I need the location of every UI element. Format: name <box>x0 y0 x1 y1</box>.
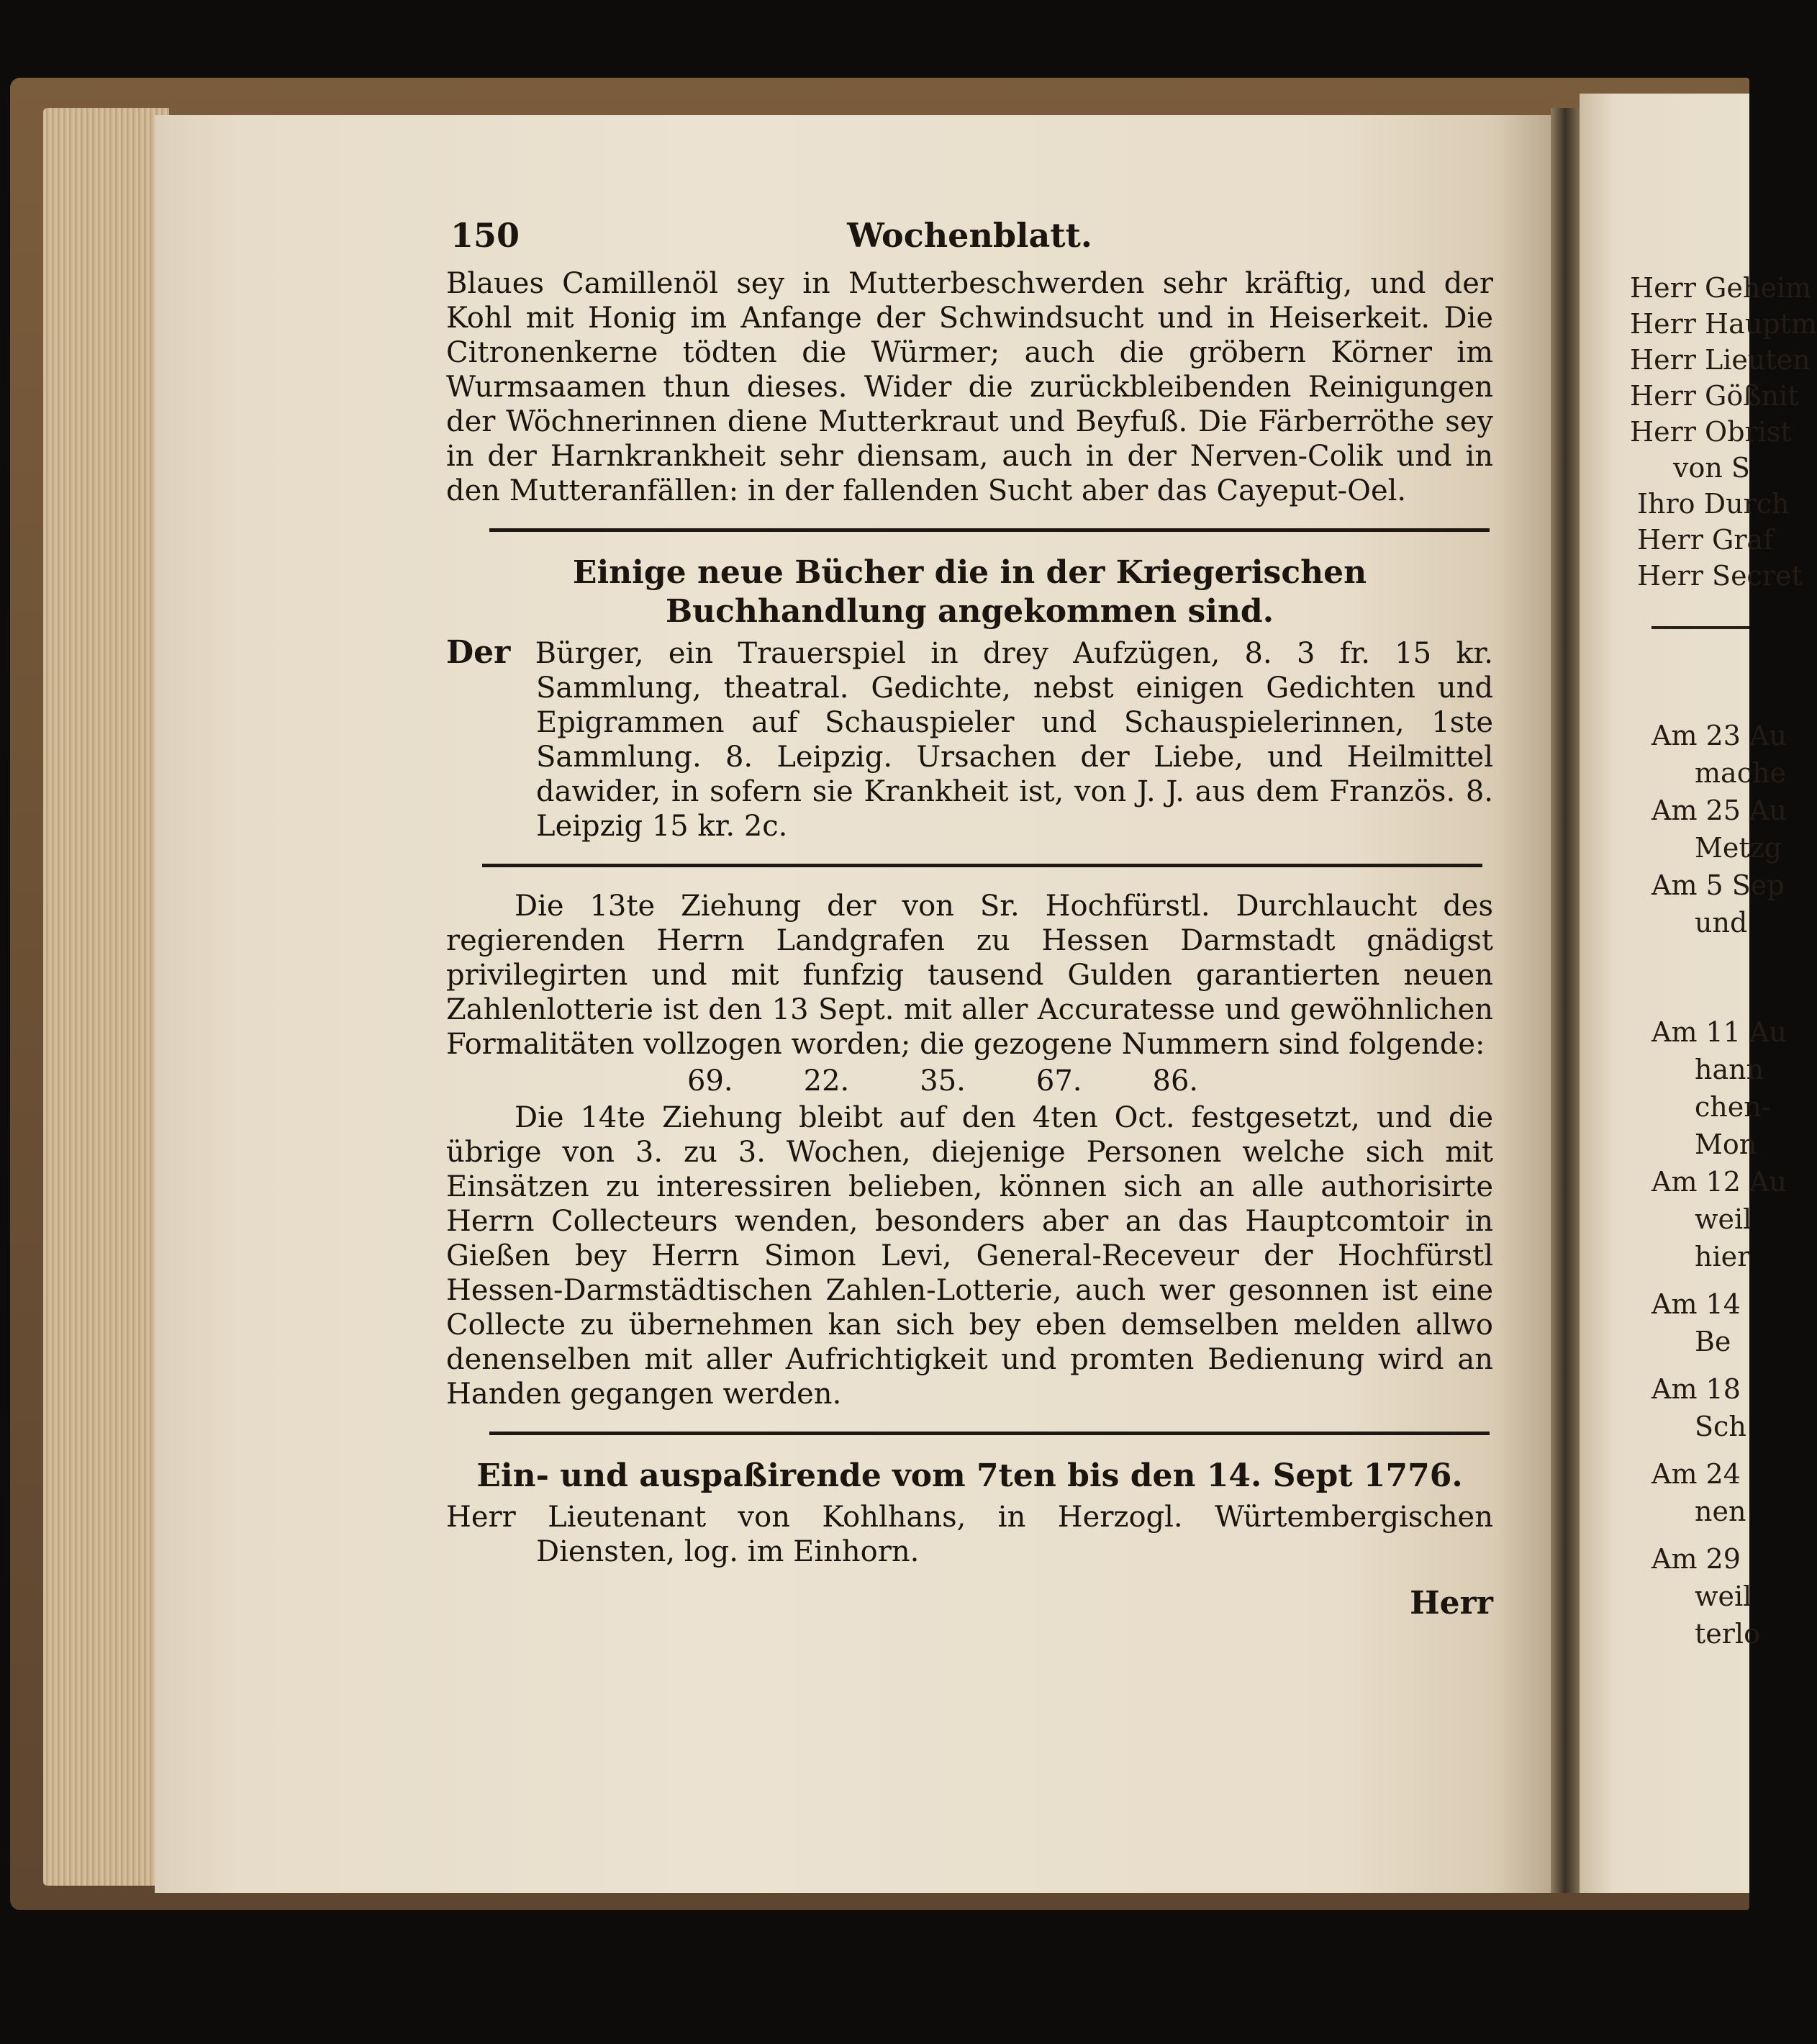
facing-rule <box>1651 626 1749 629</box>
facing-line: Herr Obrist <box>1630 416 1792 448</box>
facing-line: Herr Gößnit <box>1630 380 1799 412</box>
drawn-number: 35. <box>920 1064 966 1098</box>
facing-line: mache <box>1695 757 1786 789</box>
book-entry <box>446 636 1493 844</box>
facing-line: Am 29 <box>1651 1543 1741 1575</box>
facing-line: von S <box>1673 452 1750 484</box>
facing-line: weil <box>1695 1203 1752 1235</box>
facing-line: Am 11 Au <box>1651 1016 1787 1048</box>
facing-line: und <box>1695 907 1748 939</box>
facing-line: Be <box>1695 1326 1731 1357</box>
facing-line: Herr Hauptm <box>1630 308 1817 340</box>
travellers-section-title: Ein- und auspaßirende vom 7ten bis den 14. Sept 1776. <box>476 1457 1463 1494</box>
page-content <box>446 216 1493 1622</box>
catchword: Herr <box>1410 1585 1493 1622</box>
facing-line: weil <box>1695 1581 1752 1612</box>
facing-line: terlo <box>1695 1618 1760 1650</box>
drawn-number: 22. <box>803 1064 850 1098</box>
facing-line: Am 23 Au <box>1651 720 1787 751</box>
facing-line: Am 5 Sep <box>1651 869 1785 901</box>
page-header <box>446 216 1493 266</box>
books-section-title: Einige neue Bücher die in der Kriegerischen Buchhandlung angekommen sind. <box>572 554 1367 630</box>
book-entry-lead: Der <box>446 634 511 671</box>
section-divider <box>482 864 1482 867</box>
facing-line: Herr Secret <box>1637 560 1803 592</box>
section-divider <box>489 1432 1490 1435</box>
facing-line: Am 25 Au <box>1651 795 1787 826</box>
facing-line: hier <box>1695 1241 1751 1272</box>
running-title: Wochenblatt. <box>847 216 1092 255</box>
facing-line: Am 12 Au <box>1651 1166 1787 1198</box>
drawn-number: 86. <box>1152 1064 1199 1098</box>
facing-line: Mon <box>1695 1129 1757 1160</box>
remedies-paragraph: Blaues Camillenöl sey in Mutterbeschwerden sehr kräftig, und der Kohl mit Honig im Anfange der Schwindsucht und in Heiserkeit. Die Citronenkerne tödten die Würmer; auch die gröbern Körner im Wurmsaamen thun dieses. Wider die zurückbleibenden Reinigungen der Wöchnerinnen diene Mutterkraut und Beyfuß. Die Färberröthe sey in der Harnkrankheit sehr diensam, auch in der Nerven-Colik und in den Mutteranfällen: in der fallenden Sucht aber das Cayeput-Oel. <box>446 267 1493 507</box>
drawn-numbers <box>446 1063 1493 1099</box>
drawn-number: 67. <box>1036 1064 1082 1098</box>
lottery-announcement: Die 13te Ziehung der von Sr. Hochfürstl. Durchlaucht des regierenden Herrn Landgrafen zu Hessen Darmstadt gnädigst privilegirten und mit funfzig tausend Gulden garantierten neuen Zahlenlotterie ist den 13 Sept. mit aller Accuratesse und gewöhnlichen Formalitäten vollzogen worden; die gezogene Nummern sind folgende: <box>446 890 1493 1061</box>
book-gutter <box>1551 108 1580 1893</box>
facing-line: Am 24 <box>1651 1458 1741 1490</box>
facing-page-fragment <box>1580 94 1817 1893</box>
facing-line: chen- <box>1695 1091 1771 1123</box>
page-number: 150 <box>450 216 520 255</box>
facing-line: Herr Lieuten <box>1630 344 1811 376</box>
lottery-details: Die 14te Ziehung bleibt auf den 4ten Oct. festgesetzt, und die übrige von 3. zu 3. Wochen, diejenige Personen welche sich mit Einsätzen zu interessiren belieben, können sich an alle authorisirte Herrn Collecteurs wenden, besonders aber an das Hauptcomtoir in Gießen bey Herrn Simon Levi, General-Receveur der Hochfürstl Hessen-Darmstädtischen Zahlen-Lotterie, auch wer gesonnen ist eine Collecte zu übernehmen kan sich bey eben demselben melden allwo denenselben mit aller Aufrichtigkeit und promten Bedienung wird an Handen gegangen werden. <box>446 1101 1493 1411</box>
book-entry-text: Bürger, ein Trauerspiel in drey Aufzügen, 8. 3 fr. 15 kr. Sammlung, theatral. Gedichte, nebst einigen Gedichten und Epigrammen auf Schauspieler und Schauspielerinnen, 1ste Sammlung. 8. Leipzig. Ursachen der Liebe, und Heilmittel dawider, in sofern sie Krankheit ist, von J. J. aus dem Französ. 8. Leipzig 15 kr. 2c. <box>535 637 1494 843</box>
facing-line: Herr Graf <box>1637 524 1774 556</box>
facing-line: Metzg <box>1695 832 1782 864</box>
facing-line: hann <box>1695 1054 1764 1085</box>
page-edges <box>43 108 169 1886</box>
facing-line: nen <box>1695 1496 1746 1527</box>
facing-line: Ihro Durch <box>1637 488 1790 520</box>
facing-line: Am 14 <box>1651 1288 1741 1320</box>
traveller-entry: Herr Lieutenant von Kohlhans, in Herzogl. Würtembergischen Diensten, log. im Einhorn. <box>446 1501 1493 1568</box>
facing-line: Herr Geheim <box>1630 272 1812 304</box>
facing-line: Am 18 <box>1651 1373 1741 1405</box>
drawn-number: 69. <box>687 1064 733 1098</box>
facing-line: Sch <box>1695 1411 1746 1442</box>
section-divider <box>489 528 1490 532</box>
